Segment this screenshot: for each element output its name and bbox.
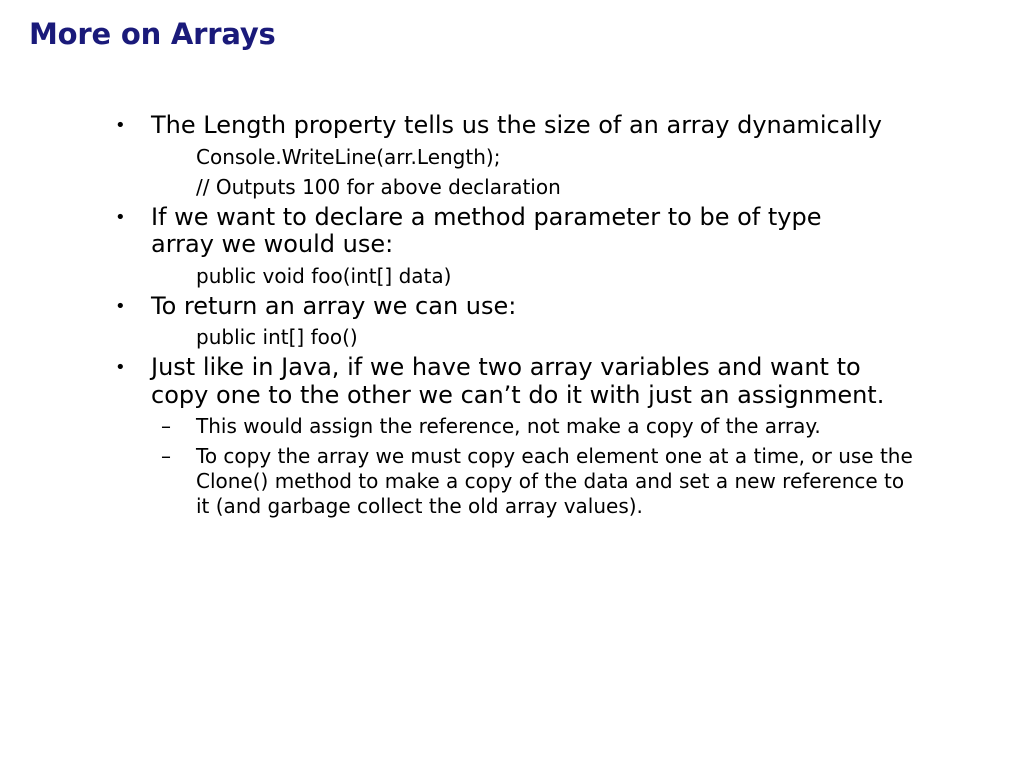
bullet-text: Just like in Java, if we have two array variables and want to copy one to the other we can’t do it with just an assignment. [151, 353, 885, 409]
bullet-text: The Length property tells us the size of an array dynamically [151, 111, 882, 139]
sub-bullet-text: This would assign the reference, not make a copy of the array. [196, 414, 821, 438]
bullet-return-array [112, 293, 891, 321]
bullet-length-property [112, 112, 891, 140]
code-line: Console.WriteLine(arr.Length); [196, 144, 501, 169]
bullet-marker: • [115, 295, 126, 317]
sub-bullet-text: To copy the array we must copy each element one at a time, or use the Clone() method to make a copy of the data and set a new reference to it (and garbage collect the old array values). [196, 444, 913, 518]
bullet-marker: • [115, 357, 126, 378]
code-line: public void foo(int[] data) [196, 263, 452, 288]
bullet-method-parameter [112, 204, 891, 259]
bullet-text: To return an array we can use: [151, 291, 517, 320]
code-line: public int[] foo() [196, 325, 358, 349]
sub-bullet-marker: – [161, 414, 171, 438]
slide-body [112, 112, 932, 519]
bullet-marker: • [115, 115, 126, 136]
sub-bullet-clone-method [112, 444, 918, 519]
bullet-text: If we want to declare a method parameter to be of type array we would use: [151, 202, 822, 258]
sub-bullet-assign-reference [112, 414, 918, 439]
sub-bullet-marker: – [161, 444, 171, 468]
code-comment: // Outputs 100 for above declaration [196, 174, 561, 199]
bullet-marker: • [115, 206, 126, 228]
slide-title: More on Arrays [29, 17, 276, 51]
bullet-copy-arrays [112, 354, 891, 409]
